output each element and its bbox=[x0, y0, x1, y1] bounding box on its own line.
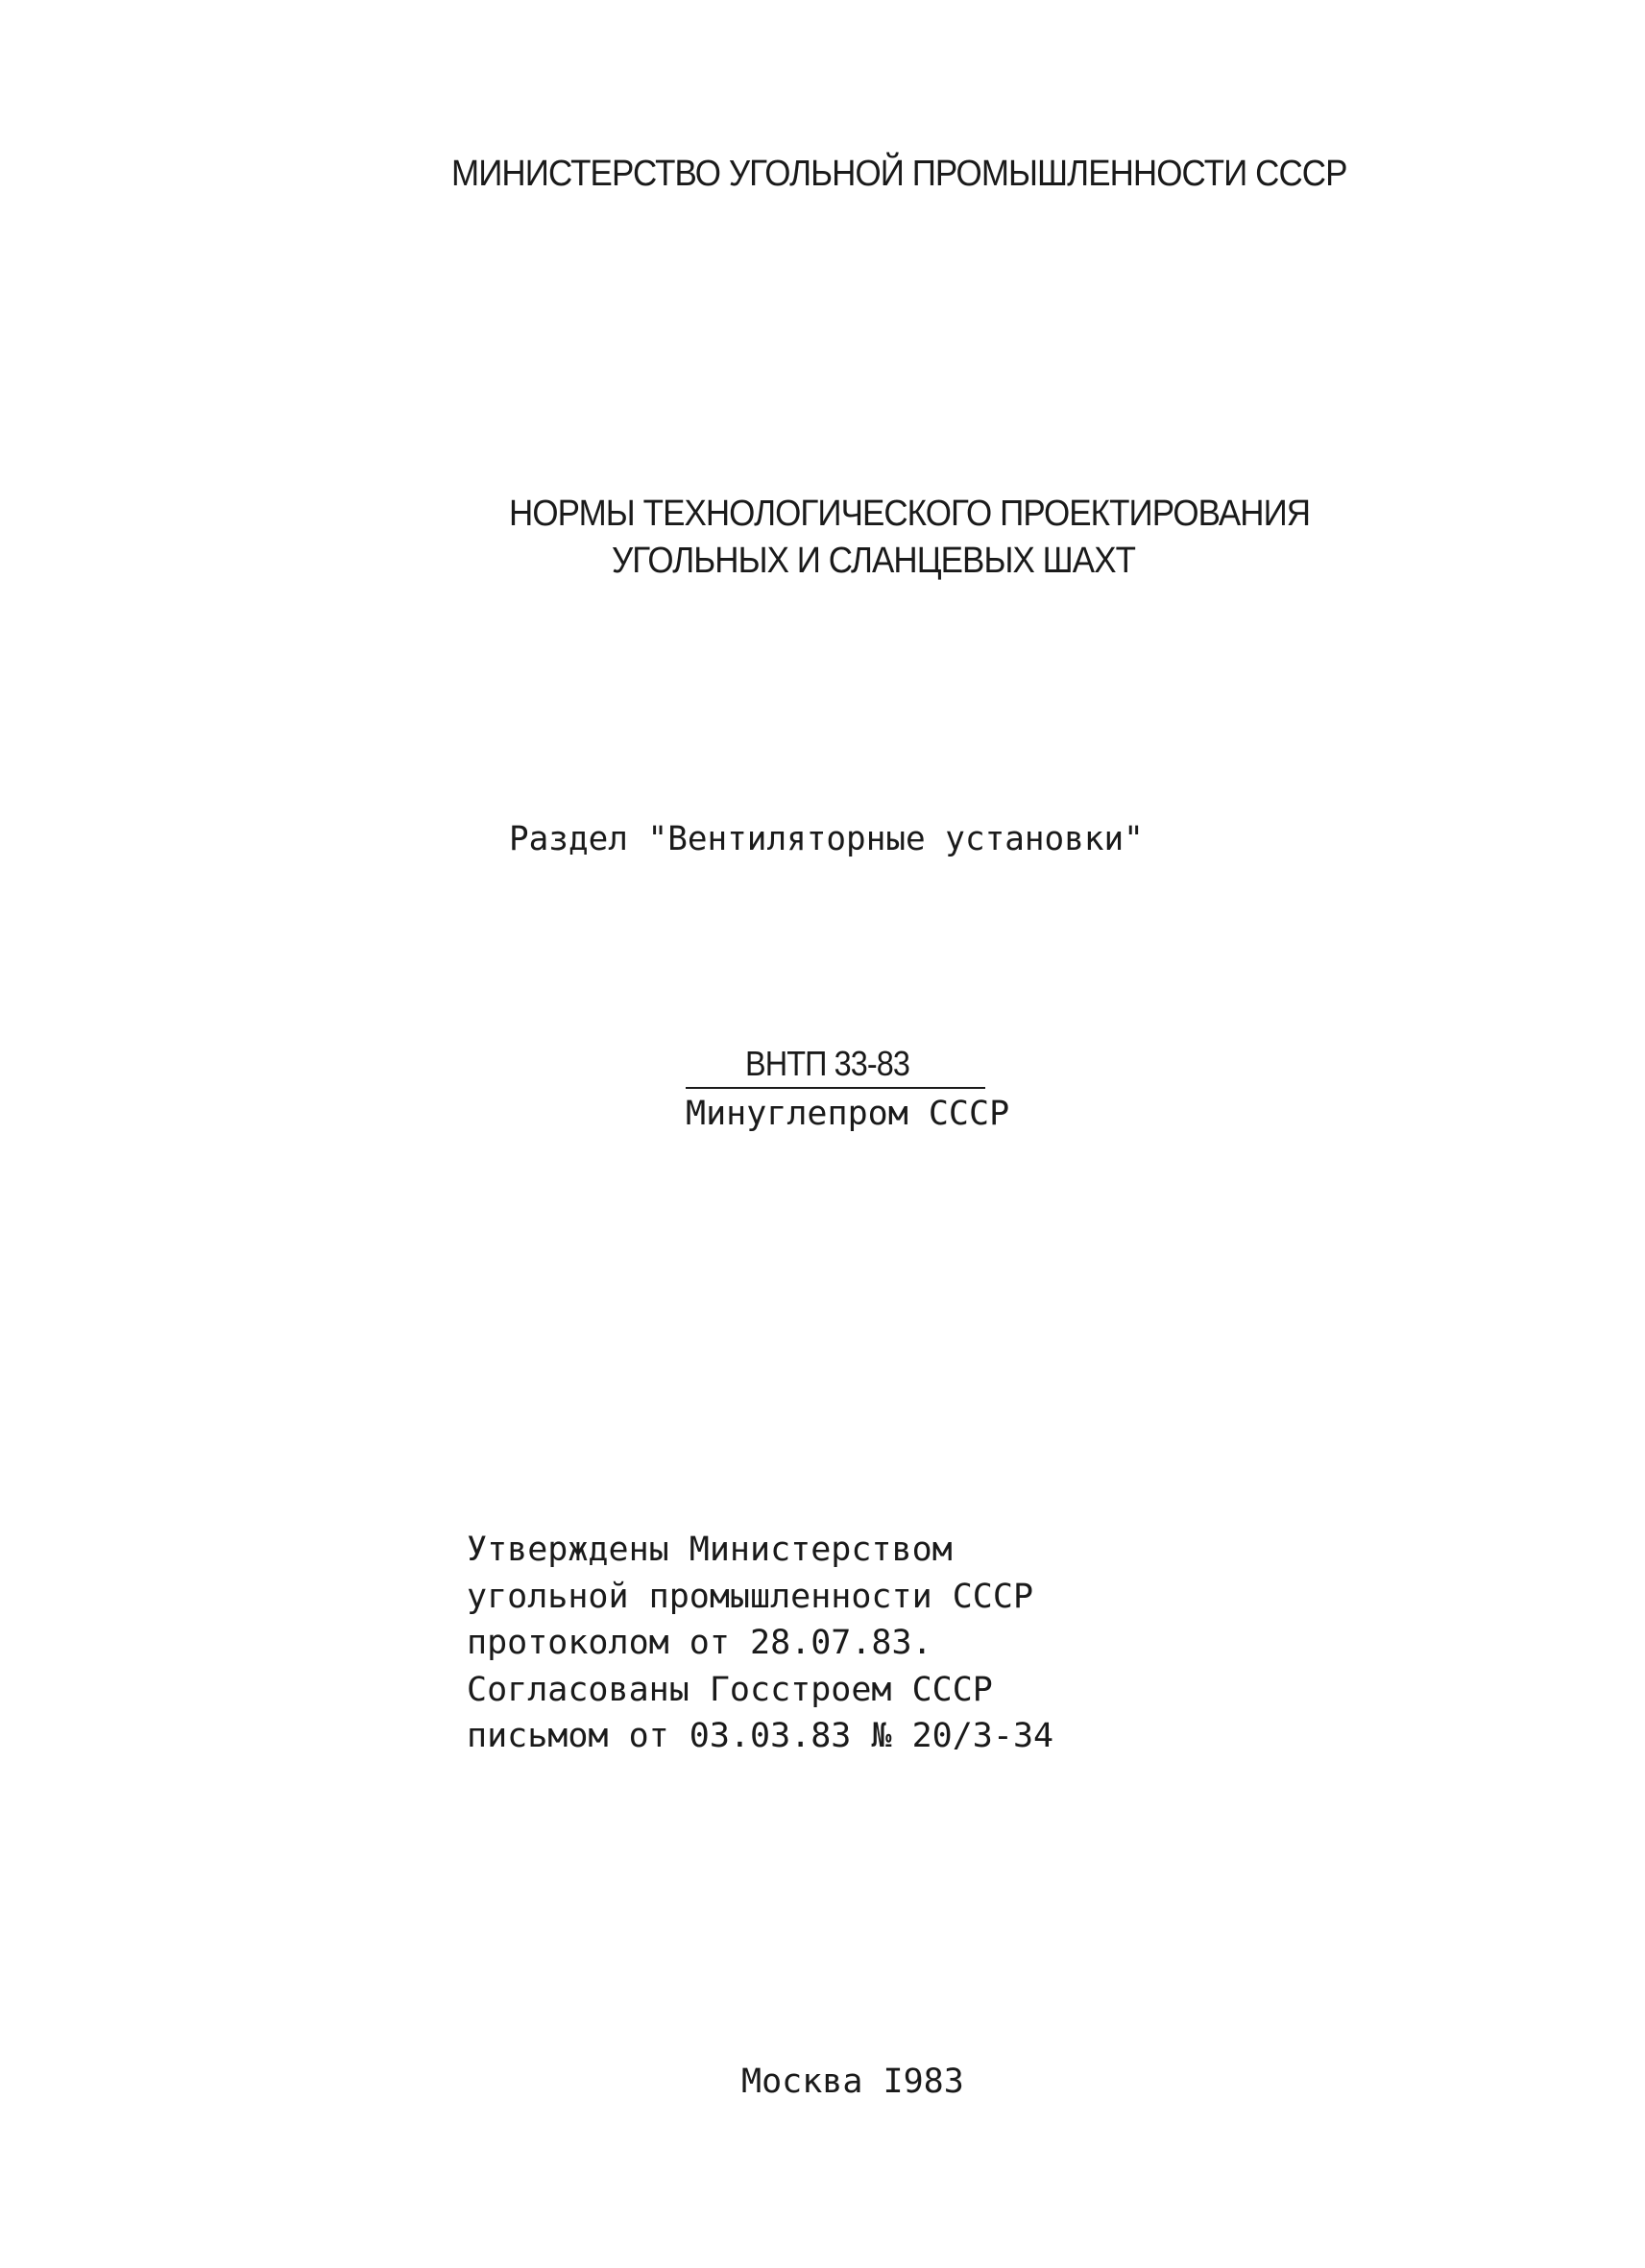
section-name: Раздел "Вентиляторные установки" bbox=[509, 820, 1144, 858]
approval-line-3: протоколом от 28.07.83. bbox=[467, 1624, 932, 1662]
approval-line-2: угольной промышленности СССР bbox=[467, 1577, 1034, 1616]
document-code-underlined bbox=[686, 1045, 985, 1089]
issuing-organization: Минуглепром СССР bbox=[686, 1095, 1010, 1133]
ministry-header: МИНИСТЕРСТВО УГОЛЬНОЙ ПРОМЫШЛЕННОСТИ СССР bbox=[451, 154, 1347, 194]
document-title-line-1: НОРМЫ ТЕХНОЛОГИЧЕСКОГО ПРОЕКТИРОВАНИЯ bbox=[509, 494, 1311, 534]
approval-block bbox=[467, 1527, 1053, 1760]
approval-line-4: Согласованы Госстроем СССР bbox=[467, 1670, 993, 1709]
document-code: ВНТП 33-83 bbox=[745, 1044, 909, 1083]
document-title-line-2: УГОЛЬНЫХ И СЛАНЦЕВЫХ ШАХТ bbox=[612, 541, 1136, 581]
approval-line-5: письмом от 03.03.83 № 20/3-34 bbox=[467, 1717, 1054, 1755]
approval-line-1: Утверждены Министерством bbox=[467, 1531, 953, 1569]
city-year: Москва I983 bbox=[741, 2063, 964, 2101]
